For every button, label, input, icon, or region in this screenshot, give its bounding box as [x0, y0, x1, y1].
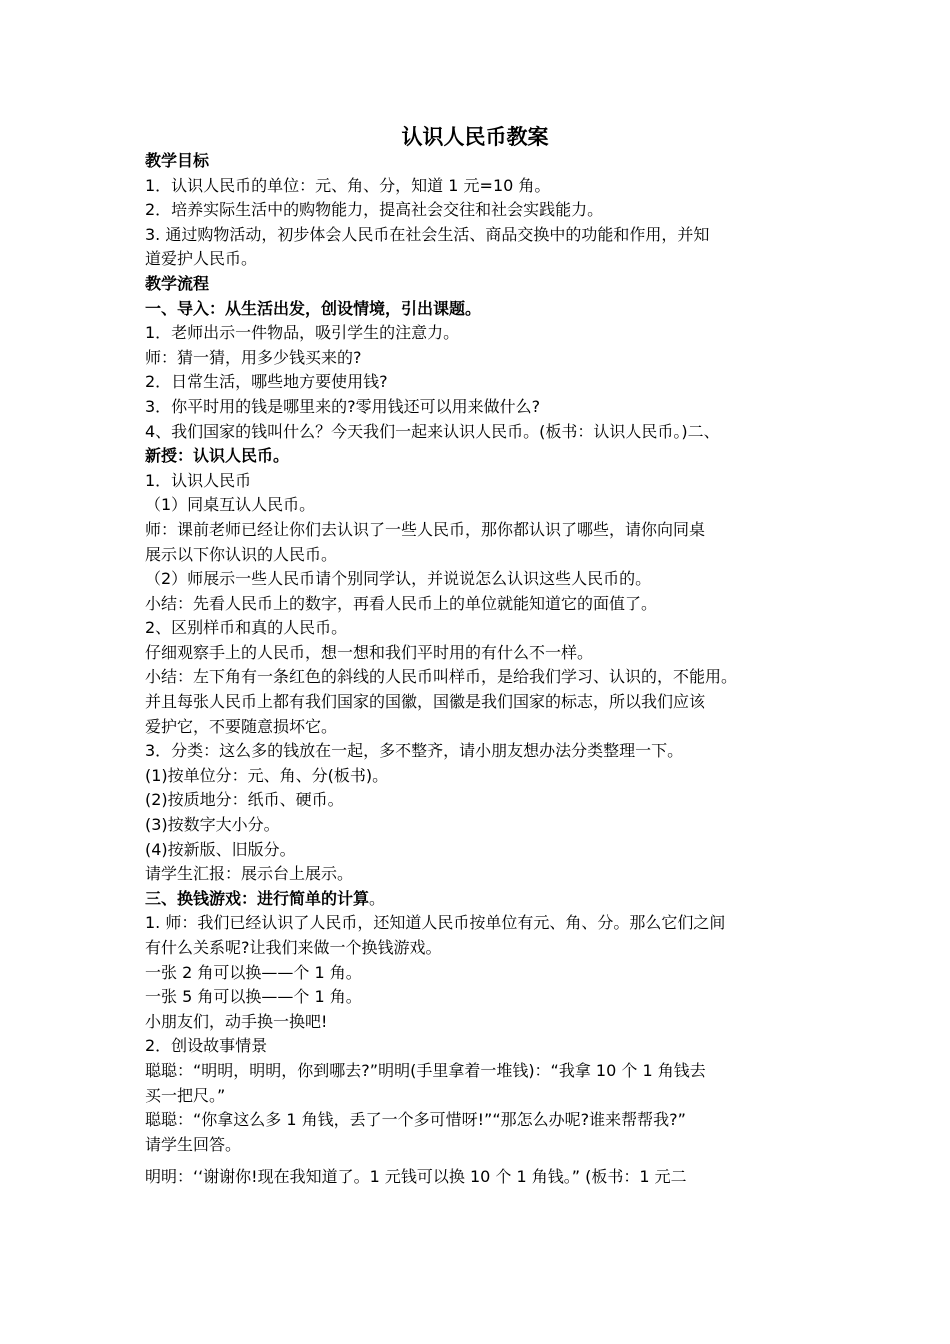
- document-body: [145, 149, 813, 1190]
- line-text: 1．认识人民币的单位：元、角、分，知道 1 元=10 角。: [145, 175, 551, 195]
- text-line: [145, 838, 813, 863]
- text-line: [145, 715, 813, 740]
- text-line: [145, 1010, 813, 1035]
- text-line: [145, 1165, 813, 1190]
- line-text: 2．日常生活，哪些地方要使用钱?: [145, 372, 388, 392]
- text-line: [145, 247, 813, 272]
- text-line: [145, 370, 813, 395]
- text-line: [145, 321, 813, 346]
- line-text: （2）师展示一些人民币请个别同学认，并说说怎么认识这些人民币的。: [145, 569, 652, 589]
- text-line: [145, 764, 813, 789]
- line-text: 1．认识人民币: [145, 470, 252, 490]
- paragraph-gap: [145, 1157, 813, 1165]
- text-line: [145, 592, 813, 617]
- text-line: [145, 567, 813, 592]
- line-text: 2．创设故事情景: [145, 1036, 268, 1056]
- line-suffix: 。: [369, 888, 386, 908]
- line-text: 明明：‘‘谢谢你!现在我知道了。1 元钱可以换 10 个 1 角钱。” (板书：1 元二: [145, 1167, 687, 1187]
- text-line: [145, 1034, 813, 1059]
- line-text: 3．分类：这么多的钱放在一起，多不整齐，请小朋友想办法分类整理一下。: [145, 741, 684, 761]
- text-line: [145, 297, 813, 322]
- text-line: [145, 174, 813, 199]
- line-text: 有什么关系呢?让我们来做一个换钱游戏。: [145, 938, 442, 957]
- line-text: 请学生汇报：展示台上展示。: [145, 864, 354, 884]
- text-line: [145, 911, 813, 936]
- line-text: 爱护它，不要随意损坏它。: [145, 716, 338, 736]
- line-text: 2．培养实际生活中的购物能力，提高社会交往和社会实践能力。: [145, 200, 604, 220]
- line-text: 买一把尺。”: [145, 1085, 226, 1105]
- text-line: [145, 813, 813, 838]
- text-line: [145, 788, 813, 813]
- line-text: 师：课前老师已经让你们去认识了一些人民币，那你都认识了哪些，请你向同桌: [145, 519, 706, 539]
- text-line: [145, 543, 813, 568]
- text-line: [145, 493, 813, 518]
- line-text: 并且每张人民币上都有我们国家的国徽，国徽是我们国家的标志，所以我们应该: [145, 692, 706, 712]
- line-text: 师：猜一猜，用多少钱买来的?: [145, 347, 362, 367]
- section-heading: 一、导入：从生活出发，创设情境，引出课题。: [145, 298, 482, 318]
- line-text: 小结：左下角有一条红色的斜线的人民币叫样币，是给我们学习、认识的，不能用。: [145, 667, 738, 687]
- text-line: [145, 420, 813, 445]
- section-heading: 教学目标: [145, 151, 210, 170]
- section-heading: 三、换钱游戏：进行简单的计算: [145, 888, 370, 908]
- text-line: [145, 518, 813, 543]
- text-line: [145, 395, 813, 420]
- text-line: [145, 862, 813, 887]
- line-text: 3. 通过购物活动，初步体会人民币在社会生活、商品交换中的功能和作用，并知: [145, 224, 710, 244]
- line-text: 2、区别样币和真的人民币。: [145, 618, 348, 638]
- line-text: 小结：先看人民币上的数字，再看人民币上的单位就能知道它的面值了。: [145, 593, 658, 613]
- line-text: 4、我们国家的钱叫什么？今天我们一起来认识人民币。(板书：认识人民币。)二、: [145, 421, 720, 441]
- text-line: [145, 739, 813, 764]
- text-line: [145, 690, 813, 715]
- section-heading: 新授：认识人民币。: [145, 446, 290, 466]
- text-line: [145, 1059, 813, 1084]
- text-line: [145, 469, 813, 494]
- line-text: 小朋友们，动手换一换吧!: [145, 1011, 328, 1031]
- text-line: [145, 272, 813, 297]
- document-title: 认识人民币教案: [401, 125, 549, 149]
- text-line: [145, 149, 813, 174]
- text-line: [145, 665, 813, 690]
- line-text: (2)按质地分：纸币、硬币。: [145, 790, 344, 810]
- text-line: [145, 198, 813, 223]
- line-text: 请学生回答。: [145, 1134, 242, 1154]
- line-text: 1．老师出示一件物品，吸引学生的注意力。: [145, 323, 460, 343]
- text-line: [145, 346, 813, 371]
- text-line: [145, 444, 813, 469]
- line-text: 一张 2 角可以换——个 1 角。: [145, 962, 362, 982]
- section-heading: 教学流程: [145, 273, 210, 293]
- text-line: [145, 936, 813, 961]
- text-line: [145, 223, 813, 248]
- line-text: 仔细观察手上的人民币，想一想和我们平时用的有什么不一样。: [145, 642, 594, 662]
- text-line: [145, 641, 813, 666]
- line-text: 聪聪：“明明，明明，你到哪去?”明明(手里拿着一堆钱)：“我拿 10 个 1 角钱去: [145, 1060, 706, 1080]
- text-line: [145, 961, 813, 986]
- line-text: 3．你平时用的钱是哪里来的?零用钱还可以用来做什么?: [145, 396, 541, 416]
- line-text: 聪聪：“你拿这么多 1 角钱，丢了一个多可惜呀!”“那怎么办呢?谁来帮帮我?”: [145, 1110, 686, 1130]
- line-text: （1）同桌互认人民币。: [145, 495, 316, 515]
- text-line: [145, 985, 813, 1010]
- line-text: (4)按新版、旧版分。: [145, 839, 296, 859]
- text-line: [145, 616, 813, 641]
- text-line: [145, 1108, 813, 1133]
- line-text: 一张 5 角可以换——个 1 角。: [145, 987, 362, 1007]
- line-text: 展示以下你认识的人民币。: [145, 544, 338, 564]
- line-text: (3)按数字大小分。: [145, 815, 280, 835]
- text-line: [145, 887, 813, 912]
- text-line: [145, 1084, 813, 1109]
- line-text: 道爱护人民币。: [145, 249, 258, 269]
- line-text: 1. 师：我们已经认识了人民币，还知道人民币按单位有元、角、分。那么它们之间: [145, 913, 726, 933]
- line-text: (1)按单位分：元、角、分(板书)。: [145, 765, 389, 785]
- text-line: [145, 1133, 813, 1158]
